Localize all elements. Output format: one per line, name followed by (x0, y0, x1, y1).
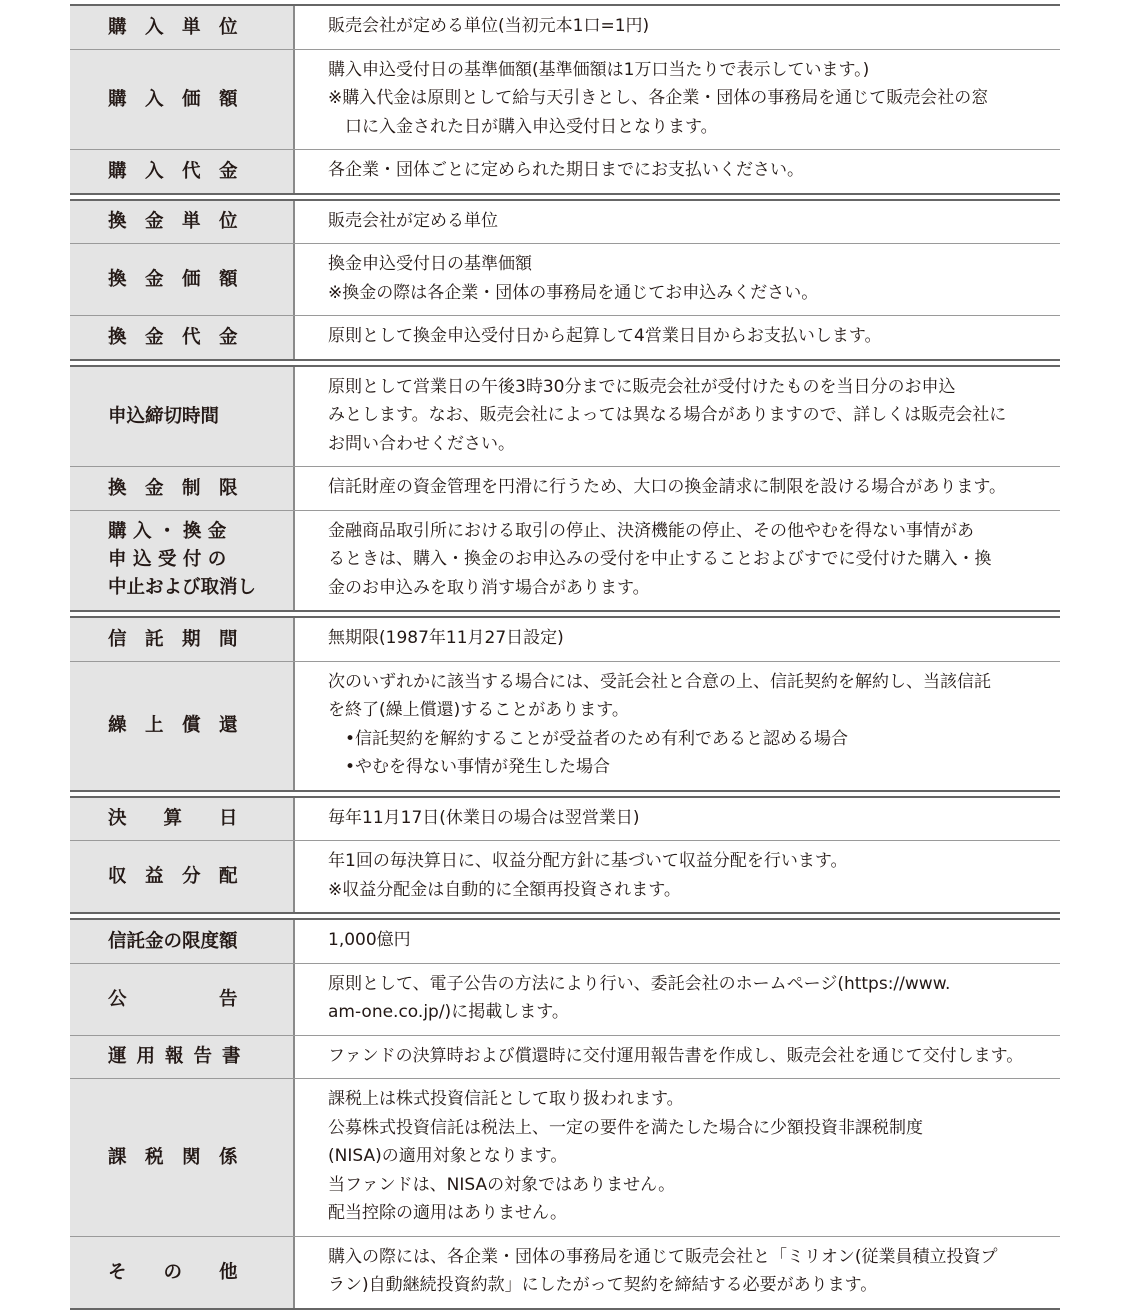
row-label: そ の 他 (70, 1237, 295, 1308)
table-row (70, 662, 1060, 790)
content-line: みとします。なお、販売会社によっては異なる場合がありますので、詳しくは販売会社に (328, 405, 1007, 425)
row-content (295, 6, 1060, 49)
content-line: 購入申込受付日の基準価額(基準価額は1万口当たりで表示しています。) (328, 59, 870, 80)
other-terms-group (70, 918, 1060, 1310)
table-row (70, 6, 1060, 50)
row-content (295, 50, 1060, 150)
table-row (70, 1237, 1060, 1308)
row-content (295, 367, 1060, 467)
table-row (70, 367, 1060, 468)
table-row (70, 511, 1060, 611)
row-label: 公 告 (70, 964, 295, 1035)
table-row (70, 964, 1060, 1036)
application-group (70, 365, 1060, 613)
row-label: 繰 上 償 還 (70, 662, 295, 790)
row-label-multiline: 購 入 ・ 換 金 申 込 受 付 の 中止および取消し (108, 521, 257, 599)
row-label: 決 算 日 (70, 798, 295, 841)
content-line: 信託財産の資金管理を円滑に行うため、大口の換金請求に制限を設ける場合があります。 (328, 477, 1006, 497)
row-content (295, 920, 1060, 963)
table-row (70, 201, 1060, 245)
trust-period-group (70, 616, 1060, 792)
content-line: 1,000億円 (328, 930, 411, 950)
content-line: 原則として、電子公告の方法により行い、委託会社のホームページ(https://www. (328, 973, 951, 994)
bullet-line: •やむを得ない事情が発生した場合 (345, 757, 611, 777)
content-line: 原則として営業日の午後3時30分までに販売会社が受付けたものを当日分のお申込 (328, 376, 956, 397)
content-line: ラン)自動継続投資約款」にしたがって契約を締結する必要があります。 (328, 1275, 878, 1295)
table-row (70, 920, 1060, 964)
row-content (295, 1036, 1060, 1079)
content-line: 各企業・団体ごとに定められた期日までにお支払いください。 (328, 160, 804, 180)
table-row (70, 244, 1060, 316)
row-content (295, 841, 1060, 912)
settlement-group (70, 796, 1060, 915)
content-line: (NISA)の適用対象となります。 (328, 1146, 568, 1166)
row-content (295, 467, 1060, 510)
row-label: 購 入 価 額 (70, 50, 295, 150)
row-label: 信 託 期 間 (70, 618, 295, 661)
row-label: 課 税 関 係 (70, 1079, 295, 1236)
content-line: ※購入代金は原則として給与天引きとし、各企業・団体の事務局を通じて販売会社の窓 (328, 88, 989, 108)
fund-terms-table (70, 4, 1060, 1314)
purchase-group (70, 4, 1060, 195)
table-row (70, 798, 1060, 842)
content-line: るときは、購入・換金のお申込みの受付を中止することおよびすでに受付けた購入・換 (328, 549, 992, 569)
content-line: 配当控除の適用はありません。 (328, 1203, 568, 1223)
content-line: 毎年11月17日(休業日の場合は翌営業日) (328, 807, 640, 828)
row-label: 換 金 価 額 (70, 244, 295, 315)
table-row (70, 316, 1060, 359)
row-label: 換 金 代 金 (70, 316, 295, 359)
content-line: 換金申込受付日の基準価額 (328, 254, 532, 274)
table-row (70, 150, 1060, 193)
content-line: 口に入金された日が購入申込受付日となります。 (345, 116, 718, 137)
row-label: 信託金の限度額 (70, 920, 295, 963)
content-line: 無期限(1987年11月27日設定) (328, 628, 564, 648)
row-label: 収 益 分 配 (70, 841, 295, 912)
table-row (70, 618, 1060, 662)
row-label (70, 511, 295, 611)
row-content (295, 964, 1060, 1035)
table-row (70, 1079, 1060, 1237)
content-line: を終了(繰上償還)することがあります。 (328, 700, 629, 720)
row-content (295, 618, 1060, 661)
content-line: 課税上は株式投資信託として取り扱われます。 (328, 1089, 684, 1109)
content-line: 原則として換金申込受付日から起算して4営業日目からお支払いします。 (328, 326, 882, 346)
content-line: ※収益分配金は自動的に全額再投資されます。 (328, 879, 681, 900)
content-line: 金のお申込みを取り消す場合があります。 (328, 577, 650, 598)
row-label: 換 金 制 限 (70, 467, 295, 510)
content-line: 販売会社が定める単位(当初元本1口=1円) (328, 16, 650, 36)
redemption-group (70, 199, 1060, 361)
content-line: 当ファンドは、NISAの対象ではありません。 (328, 1174, 676, 1195)
table-row (70, 1036, 1060, 1080)
row-content (295, 1237, 1060, 1308)
content-line: 年1回の毎決算日に、収益分配方針に基づいて収益分配を行います。 (328, 851, 848, 871)
content-line: 公募株式投資信託は税法上、一定の要件を満たした場合に少額投資非課税制度 (328, 1117, 923, 1138)
row-content (295, 316, 1060, 359)
row-label: 購 入 単 位 (70, 6, 295, 49)
content-line: am-one.co.jp/)に掲載します。 (328, 1002, 569, 1022)
table-row (70, 841, 1060, 912)
row-label: 運用報告書 (70, 1036, 295, 1079)
content-line: お問い合わせください。 (328, 433, 515, 454)
row-content (295, 662, 1060, 790)
row-content (295, 201, 1060, 244)
content-line: 購入の際には、各企業・団体の事務局を通じて販売会社と「ミリオン(従業員積立投資プ (328, 1246, 998, 1267)
row-content (295, 244, 1060, 315)
row-content (295, 150, 1060, 193)
content-line: 次のいずれかに該当する場合には、受託会社と合意の上、信託契約を解約し、当該信託 (328, 671, 991, 692)
row-label: 申込締切時間 (70, 367, 295, 467)
content-line: ファンドの決算時および償還時に交付運用報告書を作成し、販売会社を通じて交付します。 (328, 1045, 1024, 1066)
content-line: ※換金の際は各企業・団体の事務局を通じてお申込みください。 (328, 282, 819, 303)
row-content (295, 511, 1060, 611)
row-content (295, 798, 1060, 841)
bullet-line: •信託契約を解約することが受益者のため有利であると認める場合 (345, 728, 849, 749)
row-content (295, 1079, 1060, 1236)
table-row (70, 467, 1060, 511)
content-line: 金融商品取引所における取引の停止、決済機能の停止、その他やむを得ない事情があ (328, 520, 974, 541)
row-label: 購 入 代 金 (70, 150, 295, 193)
content-line: 販売会社が定める単位 (328, 210, 498, 231)
row-label: 換 金 単 位 (70, 201, 295, 244)
table-row (70, 50, 1060, 151)
